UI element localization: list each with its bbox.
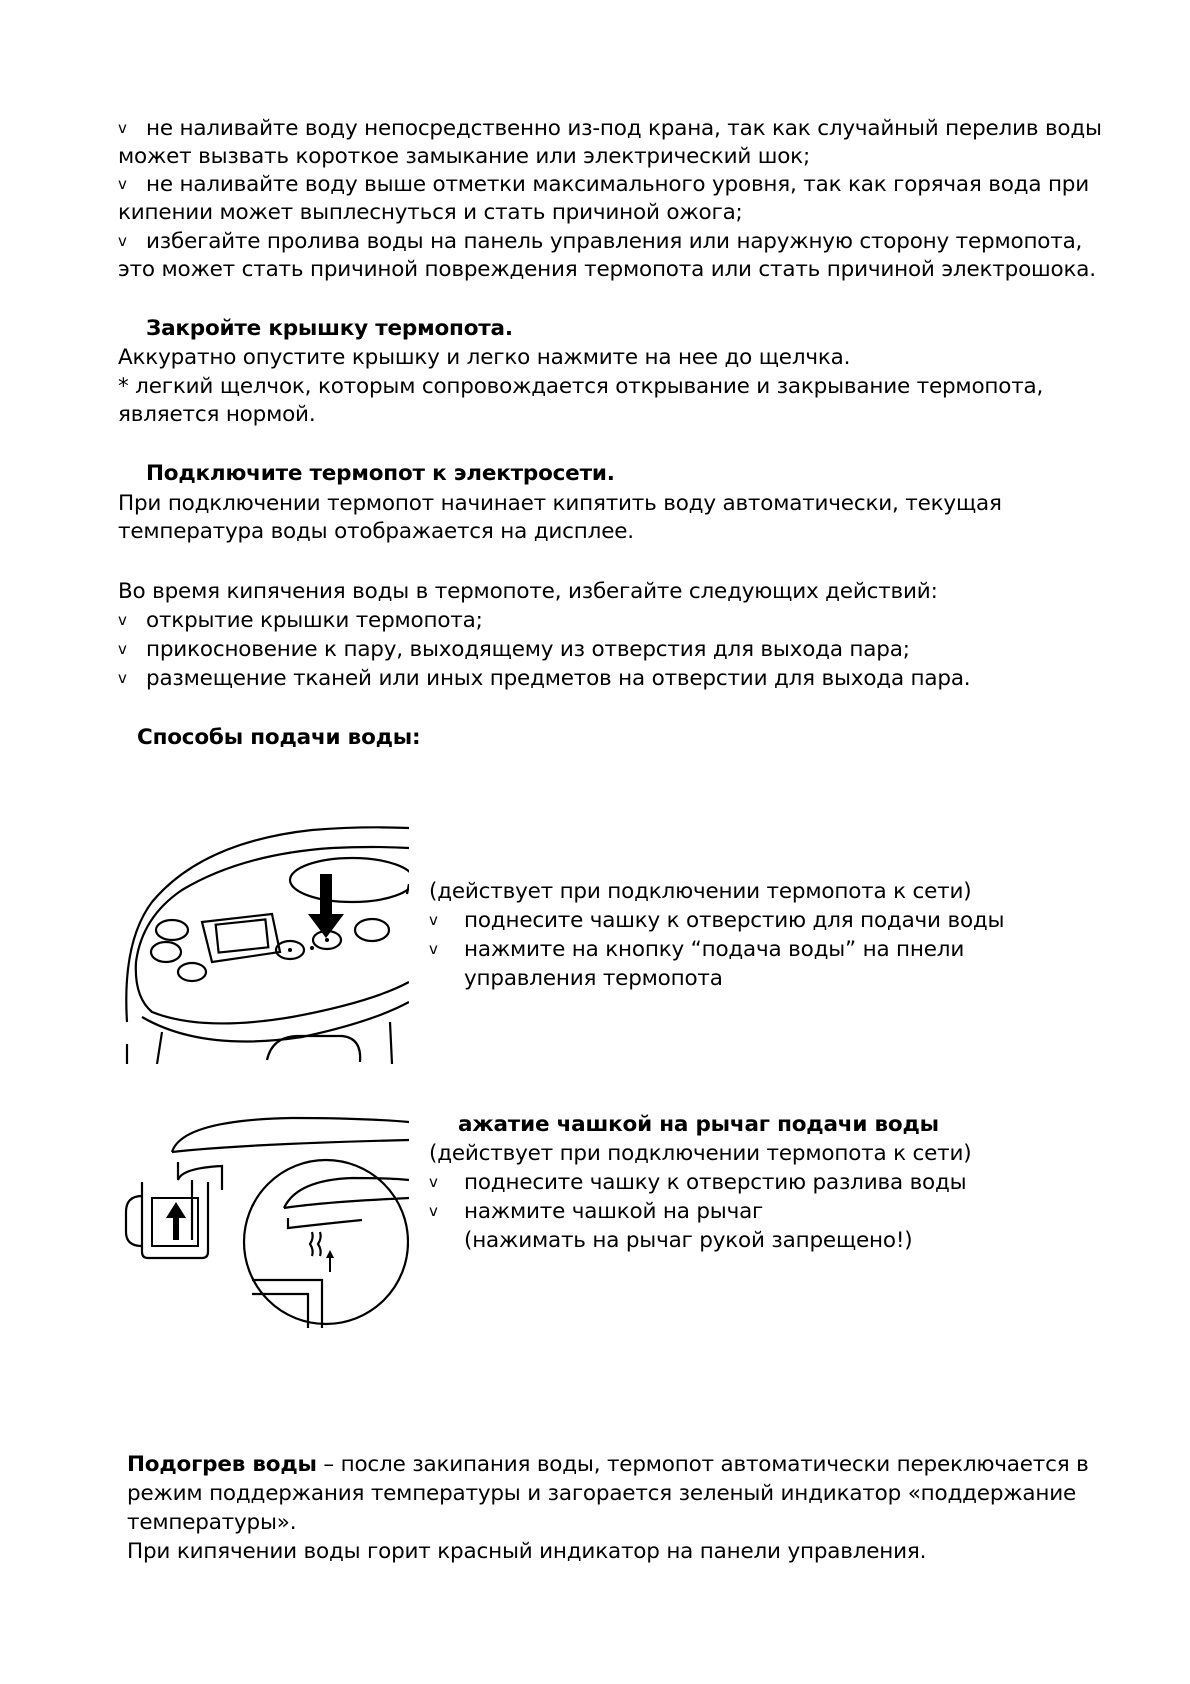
method2-note: (действует при подключении термопота к сети)	[429, 1141, 972, 1166]
method2-item: v нажмите чашкой на рычаг	[429, 1199, 764, 1224]
check-bullet-icon: v	[118, 232, 127, 250]
check-bullet-icon: v	[118, 611, 127, 629]
warning-item: v не наливайте воду непосредственно из-под крана, так как случайный перелив воды	[118, 116, 1102, 141]
warning-item-cont: может вызвать короткое замыкание или электрический шок;	[118, 144, 811, 169]
press-arrow-icon	[320, 874, 332, 919]
heating-text: режим поддержания температуры и загорается зеленый индикатор «поддержание	[127, 1481, 1077, 1506]
close-lid-heading: Закройте крышку термопота.	[146, 316, 513, 341]
control-panel-illustration	[122, 822, 409, 1064]
heating-text: температуры».	[127, 1510, 297, 1535]
warning-item-cont: это может стать причиной повреждения термопота или стать причиной электрошока.	[118, 257, 1096, 282]
boiling-item: v размещение тканей или иных предметов на отверстии для выхода пара.	[118, 666, 971, 691]
cup-lever-illustration	[122, 1100, 409, 1328]
check-bullet-icon: v	[118, 640, 127, 658]
method1-item-cont: управления термопота	[464, 966, 723, 991]
connect-text-cont: температура воды отображается на дисплее.	[118, 519, 634, 544]
method2-heading: ажатие чашкой на рычаг подачи воды	[458, 1112, 939, 1137]
close-lid-text: Аккуратно опустите крышку и легко нажмите на нее до щелчка.	[118, 345, 851, 370]
heating-paragraph: Подогрев воды – после закипания воды, термопот автоматически переключается в	[127, 1452, 1089, 1477]
check-bullet-icon: v	[429, 911, 438, 929]
check-bullet-icon: v	[118, 669, 127, 687]
boiling-intro: Во время кипячения воды в термопоте, избегайте следующих действий:	[118, 579, 938, 604]
method1-item: v поднесите чашку к отверстию для подачи воды	[429, 908, 1005, 933]
check-bullet-icon: v	[429, 940, 438, 958]
boiling-item: v открытие крышки термопота;	[118, 608, 483, 633]
warning-item: v не наливайте воду выше отметки максимального уровня, так как горячая вода при	[118, 172, 1090, 197]
warning-item-cont: кипении может выплеснуться и стать причиной ожога;	[118, 200, 743, 225]
connect-heading: Подключите термопот к электросети.	[146, 461, 615, 486]
close-lid-note-cont: является нормой.	[118, 402, 316, 427]
check-bullet-icon: v	[118, 119, 127, 137]
connect-text: При подключении термопот начинает кипятить воду автоматически, текущая	[118, 491, 1002, 516]
method2-item: v поднесите чашку к отверстию разлива воды	[429, 1170, 967, 1195]
method1-note: (действует при подключении термопота к сети)	[429, 879, 972, 904]
boiling-item: v прикосновение к пару, выходящему из отверстия для выхода пара;	[118, 637, 910, 662]
heating-heading: Подогрев воды	[127, 1452, 317, 1477]
check-bullet-icon: v	[429, 1202, 438, 1220]
warning-item: v избегайте пролива воды на панель управления или наружную сторону термопота,	[118, 229, 1083, 254]
check-bullet-icon: v	[118, 175, 127, 193]
heating-indicator-text: При кипячении воды горит красный индикатор на панели управления.	[127, 1539, 927, 1564]
method2-item-cont: (нажимать на рычаг рукой запрещено!)	[464, 1228, 913, 1253]
check-bullet-icon: v	[429, 1173, 438, 1191]
close-lid-note: * легкий щелчок, которым сопровождается открывание и закрывание термопота,	[118, 374, 1044, 399]
method1-item: v нажмите на кнопку “подача воды” на пнели	[429, 937, 965, 962]
dispense-heading: Способы подачи воды:	[137, 725, 421, 750]
